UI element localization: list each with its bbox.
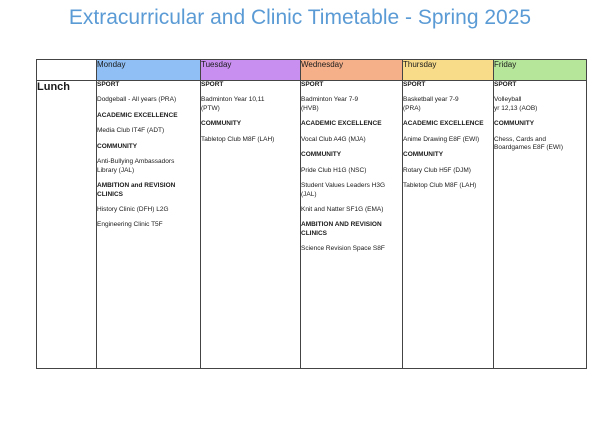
- activity-item: Media Club IT4F (ADT): [97, 127, 165, 135]
- activity-item: Rotary Club H5F (DJM): [403, 166, 471, 174]
- section-heading: ACADEMIC EXCELLENCE: [97, 111, 178, 119]
- activity-item: History Clinic (DFH) L2G: [97, 205, 169, 213]
- cell-friday: [494, 81, 587, 369]
- section-heading: ACADEMIC EXCELLENCE: [403, 120, 484, 128]
- cell-thursday: [403, 81, 494, 369]
- activity-item: Knit and Natter SF1G (EMA): [301, 205, 384, 213]
- activity-item: Basketball year 7-9 (PRA): [403, 96, 459, 112]
- section-heading: SPORT: [403, 81, 426, 88]
- cell-tuesday: [201, 81, 301, 369]
- activity-item: Student Values Leaders H3G (JAL): [301, 182, 386, 198]
- activity-item: Science Revision Space S8F: [301, 245, 385, 253]
- activity-item: Anime Drawing E8F (EWI): [403, 135, 480, 143]
- cell-monday: [97, 81, 201, 369]
- day-header-wednesday: Wednesday: [301, 60, 403, 81]
- section-heading: AMBITION and REVISION CLINICS: [97, 182, 176, 198]
- activity-item: Badminton Year 10,11 (PTW): [201, 96, 265, 112]
- activity-item: Anti-Bullying Ambassadors Library (JAL): [97, 158, 175, 174]
- section-heading: SPORT: [97, 81, 120, 88]
- activity-item: Pride Club H1G (NSC): [301, 166, 367, 174]
- activity-item: Dodgeball - All years (PRA): [97, 96, 177, 104]
- activity-item: Vocal Club A4G (MJA): [301, 135, 366, 143]
- activity-item: Chess, Cards and Boardgames E8F (EWI): [494, 135, 563, 152]
- activity-item: Volleyball yr 12,13 (AOB): [494, 96, 538, 112]
- cell-wednesday: [301, 81, 403, 369]
- page-title: Extracurricular and Clinic Timetable - Spring 2025: [68, 6, 532, 29]
- day-header-tuesday: Tuesday: [201, 60, 301, 81]
- section-heading: ACADEMIC EXCELLENCE: [301, 120, 382, 128]
- section-heading: COMMUNITY: [201, 120, 242, 128]
- day-header-monday: Monday: [97, 60, 201, 81]
- section-heading: COMMUNITY: [494, 120, 535, 128]
- corner-cell: [37, 60, 97, 81]
- section-heading: SPORT: [301, 81, 324, 88]
- section-heading: COMMUNITY: [403, 151, 444, 159]
- lunch-row: [37, 81, 587, 369]
- day-header-row: [37, 60, 587, 81]
- section-heading: COMMUNITY: [301, 151, 342, 159]
- day-header-friday: Friday: [494, 60, 587, 81]
- activity-item: Engineering Clinic T5F: [97, 221, 163, 229]
- timetable: [36, 59, 587, 369]
- section-heading: SPORT: [201, 81, 224, 88]
- section-heading: AMBITION AND REVISION CLINICS: [301, 221, 382, 237]
- row-label-lunch: Lunch: [37, 81, 97, 369]
- day-header-thursday: Thursday: [403, 60, 494, 81]
- activity-item: Tabletop Club M8F (LAH): [201, 135, 275, 143]
- section-heading: SPORT: [494, 81, 517, 88]
- activity-item: Tabletop Club M8F (LAH): [403, 182, 477, 190]
- section-heading: COMMUNITY: [97, 142, 138, 150]
- activity-item: Badminton Year 7-9 (HVB): [301, 96, 359, 112]
